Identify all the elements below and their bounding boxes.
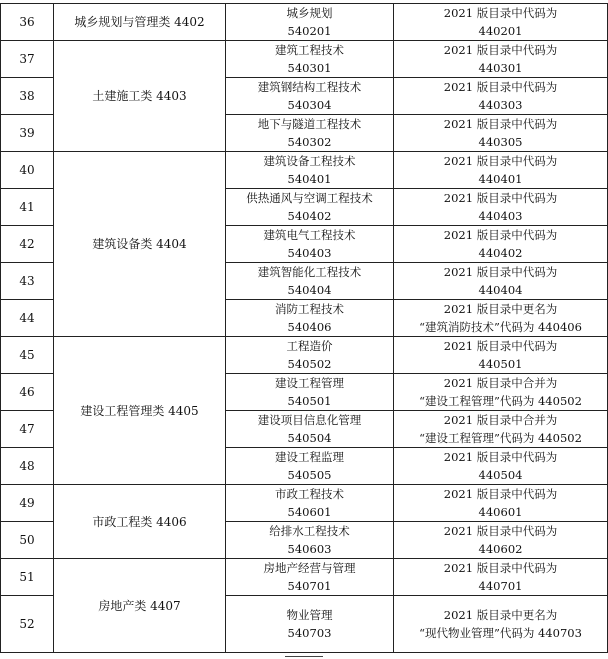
note-line2: 440301 [478,61,523,75]
note-line1: 2021 版目录中代码为 [443,524,558,538]
major-code: 540401 [287,172,332,186]
major-name: 供热通风与空调工程技术 [246,191,373,205]
major-cell [226,115,394,152]
note-cell [394,522,608,559]
major-name: 消防工程技术 [275,302,344,316]
major-code: 540504 [287,431,332,445]
category-cell: 市政工程类 4406 [54,485,226,559]
note-cell [394,189,608,226]
major-code: 540302 [287,135,332,149]
note-cell [394,485,608,522]
note-line1: 2021 版目录中合并为 [443,413,558,427]
table-row [1,337,608,374]
major-name: 建筑钢结构工程技术 [257,80,362,94]
note-cell [394,263,608,300]
note-line1: 2021 版目录中代码为 [443,487,558,501]
table-row [1,152,608,189]
major-code: 540502 [287,357,332,371]
major-code: 540505 [287,468,332,482]
major-name: 建筑智能化工程技术 [257,265,362,279]
table-row [1,485,608,522]
major-name: 建筑电气工程技术 [263,228,356,242]
note-cell [394,226,608,263]
major-cell [226,189,394,226]
major-code: 540603 [287,542,332,556]
major-cell [226,4,394,41]
major-code: 540402 [287,209,332,223]
major-cell [226,300,394,337]
major-code: 540701 [287,579,332,593]
table-row [1,559,608,596]
note-line1: 2021 版目录中代码为 [443,450,558,464]
note-cell [394,448,608,485]
note-line2: 440602 [478,542,523,556]
row-number: 43 [1,263,54,300]
major-name: 建筑设备工程技术 [263,154,356,168]
row-number: 36 [1,4,54,41]
major-cell [226,374,394,411]
note-cell [394,78,608,115]
major-code: 540404 [287,283,332,297]
note-cell [394,411,608,448]
major-cell [226,485,394,522]
major-cell [226,263,394,300]
table-row [1,41,608,78]
major-name: 物业管理 [286,608,333,622]
row-number: 37 [1,41,54,78]
note-line2: “建筑消防技术”代码为 440406 [419,320,582,334]
row-number: 52 [1,596,54,653]
row-number: 40 [1,152,54,189]
major-name: 地下与隧道工程技术 [257,117,362,131]
major-name: 市政工程技术 [275,487,344,501]
category-cell: 建设工程管理类 4405 [54,337,226,485]
note-line2: 440404 [478,283,523,297]
major-cell [226,226,394,263]
major-cell [226,596,394,653]
major-name: 建设项目信息化管理 [257,413,362,427]
row-number: 51 [1,559,54,596]
note-line1: 2021 版目录中代码为 [443,117,558,131]
major-code: 540403 [287,246,332,260]
row-number: 45 [1,337,54,374]
major-code: 540301 [287,61,332,75]
note-line2: 440201 [478,24,523,38]
note-cell [394,115,608,152]
row-number: 39 [1,115,54,152]
note-line2: 440701 [478,579,523,593]
note-cell [394,4,608,41]
note-line2: 440402 [478,246,523,260]
major-name: 房地产经营与管理 [263,561,356,575]
major-cell [226,41,394,78]
row-number: 50 [1,522,54,559]
note-cell [394,596,608,653]
major-code: 540304 [287,98,332,112]
category-cell: 土建施工类 4403 [54,41,226,152]
major-name: 城乡规划 [286,6,333,20]
note-line1: 2021 版目录中代码为 [443,191,558,205]
note-line1: 2021 版目录中代码为 [443,265,558,279]
major-code: 540406 [287,320,332,334]
note-line1: 2021 版目录中代码为 [443,154,558,168]
note-line2: 440403 [478,209,523,223]
note-cell [394,559,608,596]
category-cell: 建筑设备类 4404 [54,152,226,337]
category-cell: 房地产类 4407 [54,559,226,653]
major-cell [226,448,394,485]
note-line1: 2021 版目录中代码为 [443,228,558,242]
major-name: 建筑工程技术 [275,43,344,57]
major-code: 540703 [287,626,332,640]
page-divider [285,656,323,658]
major-cell [226,337,394,374]
note-line2: “现代物业管理”代码为 440703 [419,626,582,640]
note-line2: 440501 [478,357,523,371]
major-code: 540501 [287,394,332,408]
major-code: 540201 [287,24,332,38]
note-line2: “建设工程管理”代码为 440502 [419,431,582,445]
note-line1: 2021 版目录中代码为 [443,43,558,57]
major-name: 工程造价 [286,339,333,353]
major-cell [226,78,394,115]
major-cell [226,411,394,448]
major-name: 建设工程管理 [275,376,344,390]
major-cell [226,152,394,189]
note-cell [394,41,608,78]
note-line2: “建设工程管理”代码为 440502 [419,394,582,408]
major-cell [226,559,394,596]
note-cell [394,374,608,411]
note-line2: 440305 [478,135,523,149]
note-cell [394,300,608,337]
row-number: 48 [1,448,54,485]
row-number: 44 [1,300,54,337]
row-number: 47 [1,411,54,448]
note-line1: 2021 版目录中合并为 [443,376,558,390]
major-code: 540601 [287,505,332,519]
note-line2: 440401 [478,172,523,186]
major-name: 建设工程监理 [275,450,344,464]
major-cell [226,522,394,559]
row-number: 38 [1,78,54,115]
row-number: 49 [1,485,54,522]
note-line2: 440601 [478,505,523,519]
note-line1: 2021 版目录中更名为 [443,608,558,622]
note-line1: 2021 版目录中代码为 [443,561,558,575]
note-line1: 2021 版目录中代码为 [443,6,558,20]
note-cell [394,337,608,374]
note-line2: 440504 [478,468,523,482]
row-number: 41 [1,189,54,226]
row-number: 46 [1,374,54,411]
note-line1: 2021 版目录中代码为 [443,80,558,94]
major-table [0,3,608,653]
table-row [1,4,608,41]
category-cell: 城乡规划与管理类 4402 [54,4,226,41]
note-line1: 2021 版目录中代码为 [443,339,558,353]
major-name: 给排水工程技术 [269,524,350,538]
note-cell [394,152,608,189]
note-line2: 440303 [478,98,523,112]
row-number: 42 [1,226,54,263]
note-line1: 2021 版目录中更名为 [443,302,558,316]
